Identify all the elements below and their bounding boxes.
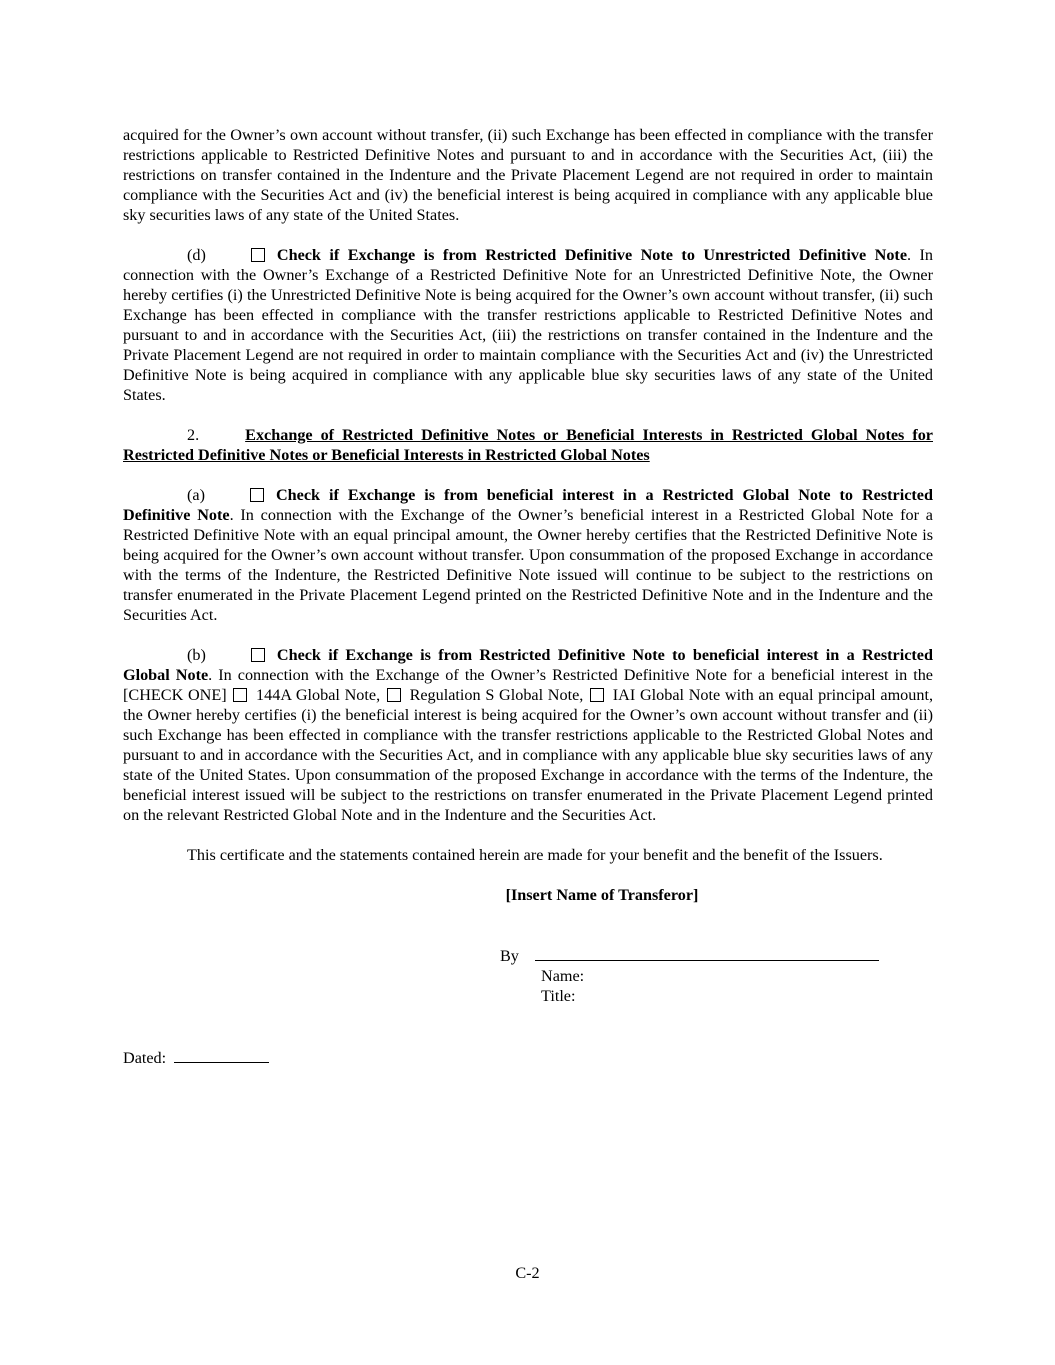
page-number: C-2 — [515, 1264, 540, 1282]
paragraph-closing — [123, 845, 933, 865]
paragraph-item-d — [123, 245, 933, 405]
paragraph-intro-continuation — [123, 125, 933, 225]
paragraph-item-b — [123, 645, 933, 825]
name-label: Name: — [541, 967, 585, 985]
checkbox-item-d[interactable] — [251, 248, 265, 262]
dated-label: Dated: — [123, 1049, 167, 1067]
item-b-option-144a: 144A Global Note, — [251, 686, 385, 704]
item-d-label: (d) — [187, 246, 206, 264]
intro-text: acquired for the Owner’s own account without transfer, (ii) such Exchange has been effected in compliance with the transfer restrictions applicable to Restricted Definitive Notes and pursuant to and in accordance with the Securities Act, (iii) the restrictions on transfer contained in the Indenture and the Private Placement Legend are not required in order to maintain compliance with the Securities Act and (iv) the beneficial interest is being acquired in compliance with any applicable blue sky securities laws of any state of the United States. — [123, 126, 933, 224]
item-b-label: (b) — [187, 646, 206, 664]
dated-line[interactable] — [174, 1049, 269, 1063]
checkbox-item-a[interactable] — [250, 488, 264, 502]
closing-text: This certificate and the statements contained herein are made for your benefit and the benefit of the Issuers. — [187, 846, 883, 864]
signature-line[interactable] — [535, 947, 879, 961]
item-b-option-iai-and-body: IAI Global Note with an equal principal amount, the Owner hereby certifies (i) the beneficial interest is being acquired for the Owner’s own account without transfer and (ii) such Exchange has been effected in compliance with the transfer restrictions applicable to the Restricted Global Notes and pursuant to and in accordance with the Securities Act, and in compliance with any applicable blue sky securities laws of any state of the United States. Upon consummation of the proposed Exchange in accordance with the terms of the Indenture, the beneficial interest issued will be subject to the restrictions on transfer enumerated in the Private Placement Legend printed on the relevant Restricted Global Note and in the Indenture and the Securities Act. — [123, 686, 933, 824]
item-d-body: . In connection with the Owner’s Exchange of a Restricted Definitive Note for an Unrestricted Definitive Note, the Owner hereby certifies (i) the Unrestricted Definitive Note is being acquired for the Owner’s own account without transfer, (ii) such Exchange has been effected in compliance with the transfer restrictions applicable to Restricted Definitive Notes and pursuant to and in accordance with the Securities Act, (iii) the restrictions on transfer contained in the Indenture and the Private Placement Legend are not required in order to maintain compliance with the Securities Act and (iv) the Unrestricted Definitive Note is being acquired in compliance with any applicable blue sky securities laws of any state of the United States. — [123, 246, 933, 404]
section-2-heading-paragraph — [123, 425, 933, 465]
paragraph-item-a — [123, 485, 933, 625]
section-2-heading: Exchange of Restricted Definitive Notes or Beneficial Interests in Restricted Global Notes for Restricted Definitive Notes or Beneficial Interests in Restricted Global Notes — [123, 426, 933, 464]
item-b-option-reg-s: Regulation S Global Note, — [404, 686, 589, 704]
transferor-name-placeholder: [Insert Name of Transferor] — [505, 886, 699, 904]
item-d-title: Check if Exchange is from Restricted Definitive Note to Unrestricted Definitive Note — [276, 246, 907, 264]
section-2-number: 2. — [187, 426, 200, 444]
item-b-body-part1: . In connection with the Exchange of the Owner’s Restricted Definitive Note for a beneficial interest in the [CHECK ONE] — [123, 666, 933, 704]
by-row — [500, 946, 933, 966]
title-label: Title: — [541, 987, 576, 1005]
checkbox-iai-global-note[interactable] — [590, 688, 604, 702]
item-a-body: . In connection with the Exchange of the Owner’s beneficial interest in a Restricted Global Note for a Restricted Definitive Note with an equal principal amount, the Owner hereby certifies that the Restricted Definitive Note is being acquired for the Owner’s own account without transfer. Upon consummation of the proposed Exchange in accordance with the terms of the Indenture, the Restricted Definitive Note issued will continue to be subject to the restrictions on transfer enumerated in the Private Placement Legend printed on the Restricted Definitive Note and in the Indenture and the Securities Act. — [123, 506, 933, 624]
item-a-label: (a) — [187, 486, 205, 504]
signature-block — [500, 946, 933, 1006]
checkbox-regulation-s-global-note[interactable] — [387, 688, 401, 702]
dated-row — [123, 1048, 933, 1068]
by-label: By — [500, 947, 519, 965]
item-b-title: Check if Exchange is from Restricted Definitive Note to beneficial interest in a Restricted Global Note — [123, 646, 933, 684]
checkbox-144a-global-note[interactable] — [233, 688, 247, 702]
checkbox-item-b[interactable] — [251, 648, 265, 662]
item-a-title: Check if Exchange is from beneficial interest in a Restricted Global Note to Restricted Definitive Note — [123, 486, 933, 524]
